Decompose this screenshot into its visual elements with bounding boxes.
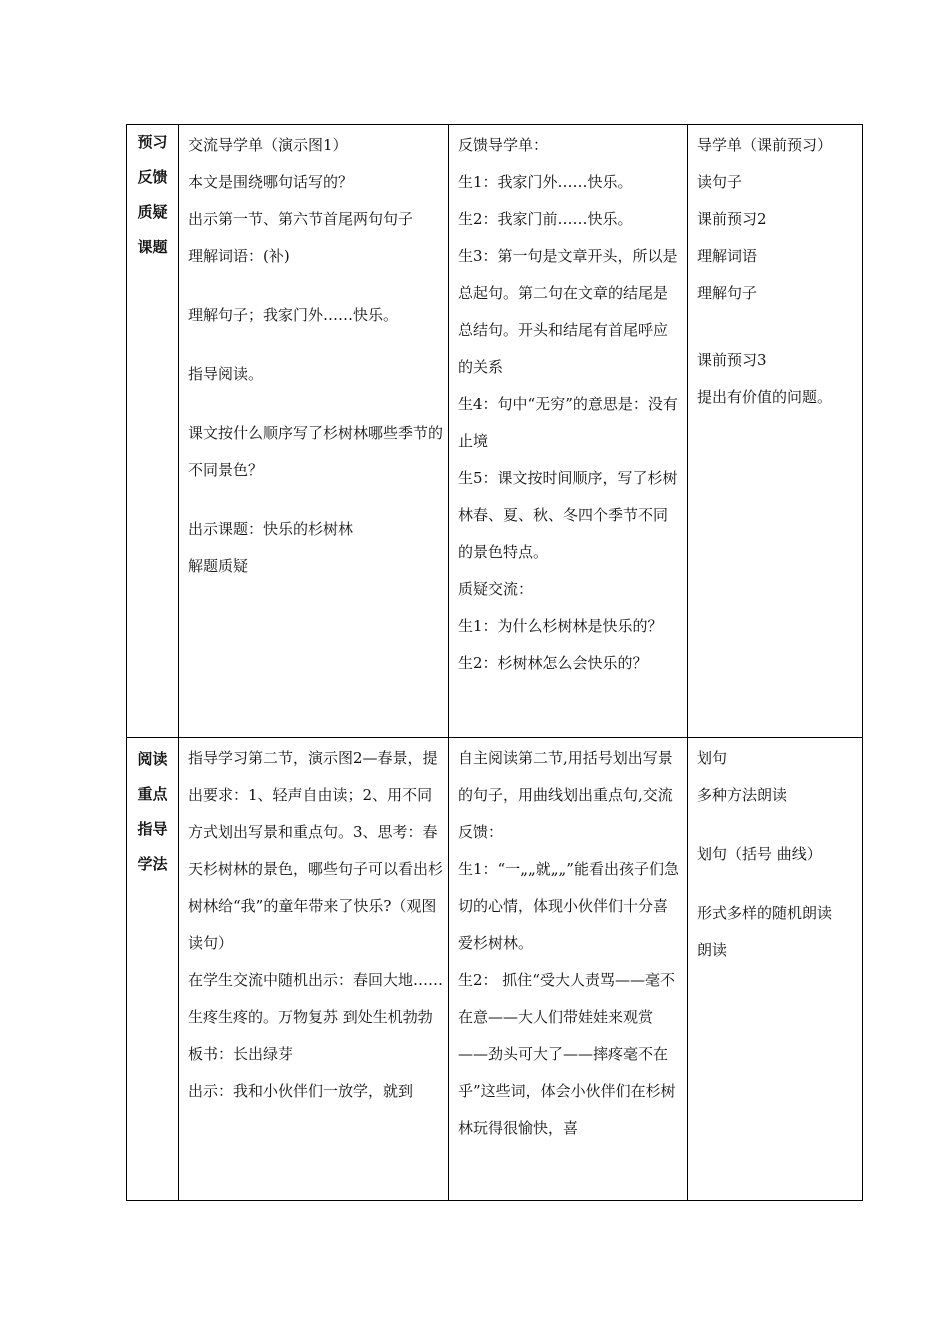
lesson-plan-sheet [126,124,862,1201]
student-line: 生5：课文按时间顺序，写了杉树林春、夏、秋、冬四个季节不同的景色特点。 [458,469,678,561]
category-label: 反馈 [137,168,168,186]
teacher-line [188,393,443,415]
teacher-line: 解题质疑 [188,557,249,575]
method-line: 多种方法朗读 [697,786,788,804]
category-label: 指导 [137,820,168,838]
table-row-preview-feedback [127,125,863,738]
method-cell [688,125,863,738]
category-label: 学法 [137,855,168,873]
category-label: 重点 [137,785,168,803]
student-line: 生2：我家门前……快乐。 [458,210,633,228]
method-line [697,814,857,836]
method-line: 理解句子 [697,284,758,302]
method-line: 划句 [697,749,728,767]
category-label: 预习 [137,133,168,151]
method-line: 朗读 [697,941,728,959]
method-line [697,312,857,342]
teacher-line: 课文按什么顺序写了杉树林哪些季节的不同景色？ [188,424,444,479]
teacher-line: 出示第一节、第六节首尾两句句子 [188,210,414,228]
method-line: 课前预习2 [697,210,767,228]
student-line: 生1：为什么杉树林是快乐的？ [458,617,663,635]
method-line [697,873,857,895]
student-line: 质疑交流： [458,580,534,598]
method-line: 读句子 [697,173,743,191]
student-line: 生4：句中“无穷”的意思是：没有止境 [458,395,678,450]
student-paragraph: 生1：“一„„就„„”能看出孩子们急切的心情，体现小伙伴们十分喜爱杉树林。 [458,860,679,952]
lesson-plan-table [126,124,863,1201]
method-cell [688,738,863,1201]
method-line: 提出有价值的问题。 [697,388,833,406]
teacher-paragraph: 出示：我和小伙伴们一放学，就到 [188,1082,414,1100]
student-activity-cell [449,125,688,738]
category-cell-reading [127,738,179,1201]
method-line: 划句（括号 曲线） [697,845,822,863]
teacher-line [188,334,443,356]
teacher-line: 理解词语：(补) [188,247,290,265]
teacher-activity-cell [179,738,449,1201]
category-cell-preview [127,125,179,738]
teacher-line [188,275,443,297]
student-line: 生2：杉树林怎么会快乐的？ [458,654,648,672]
student-line: 生3：第一句是文章开头，所以是总起句。第二句在文章的结尾是总结句。开头和结尾有首尾呼应的关系 [458,247,678,376]
teacher-line: 理解句子；我家门外……快乐。 [188,306,399,324]
category-label: 质疑 [137,203,168,221]
teacher-line: 交流导学单（演示图1） [188,136,348,154]
method-line: 形式多样的随机朗读 [697,904,833,922]
student-line: 生1：我家门外……快乐。 [458,173,633,191]
table-row-reading-guidance [127,738,863,1201]
teacher-line: 指导阅读。 [188,365,264,383]
teacher-paragraph: 板书：长出绿芽 [188,1045,294,1063]
method-line: 导学单（课前预习） [697,136,833,154]
teacher-line: 出示课题：快乐的杉树林 [188,520,354,538]
student-paragraph: 自主阅读第二节,用括号划出写景的句子，用曲线划出重点句,交流反馈： [458,749,673,841]
teacher-paragraph: 指导学习第二节，演示图2—春景，提出要求：1、轻声自由读；2、用不同方式划出写景和重点句。3、思考：春天杉树林的景色，哪些句子可以看出杉树林给“我”的童年带来了快乐?（观图读句） [188,749,444,952]
teacher-line: 本文是围绕哪句话写的？ [188,173,354,191]
teacher-activity-cell [179,125,449,738]
category-label: 课题 [137,238,168,256]
method-line: 课前预习3 [697,351,767,369]
teacher-line [188,489,443,511]
method-line: 理解词语 [697,247,758,265]
category-label: 阅读 [137,750,168,768]
teacher-paragraph: 在学生交流中随机出示：春回大地……生疼生疼的。万物复苏 到处生机勃勃 [188,971,444,1026]
student-activity-cell [449,738,688,1201]
student-line: 反馈导学单： [458,136,549,154]
student-paragraph: 生2： 抓住“受大人责骂——毫不在意——大人们带娃娃来观赏——劲头可大了——摔疼毫不在乎”这些词，体会小伙伴们在杉树林玩得很愉快，喜 [458,971,676,1137]
